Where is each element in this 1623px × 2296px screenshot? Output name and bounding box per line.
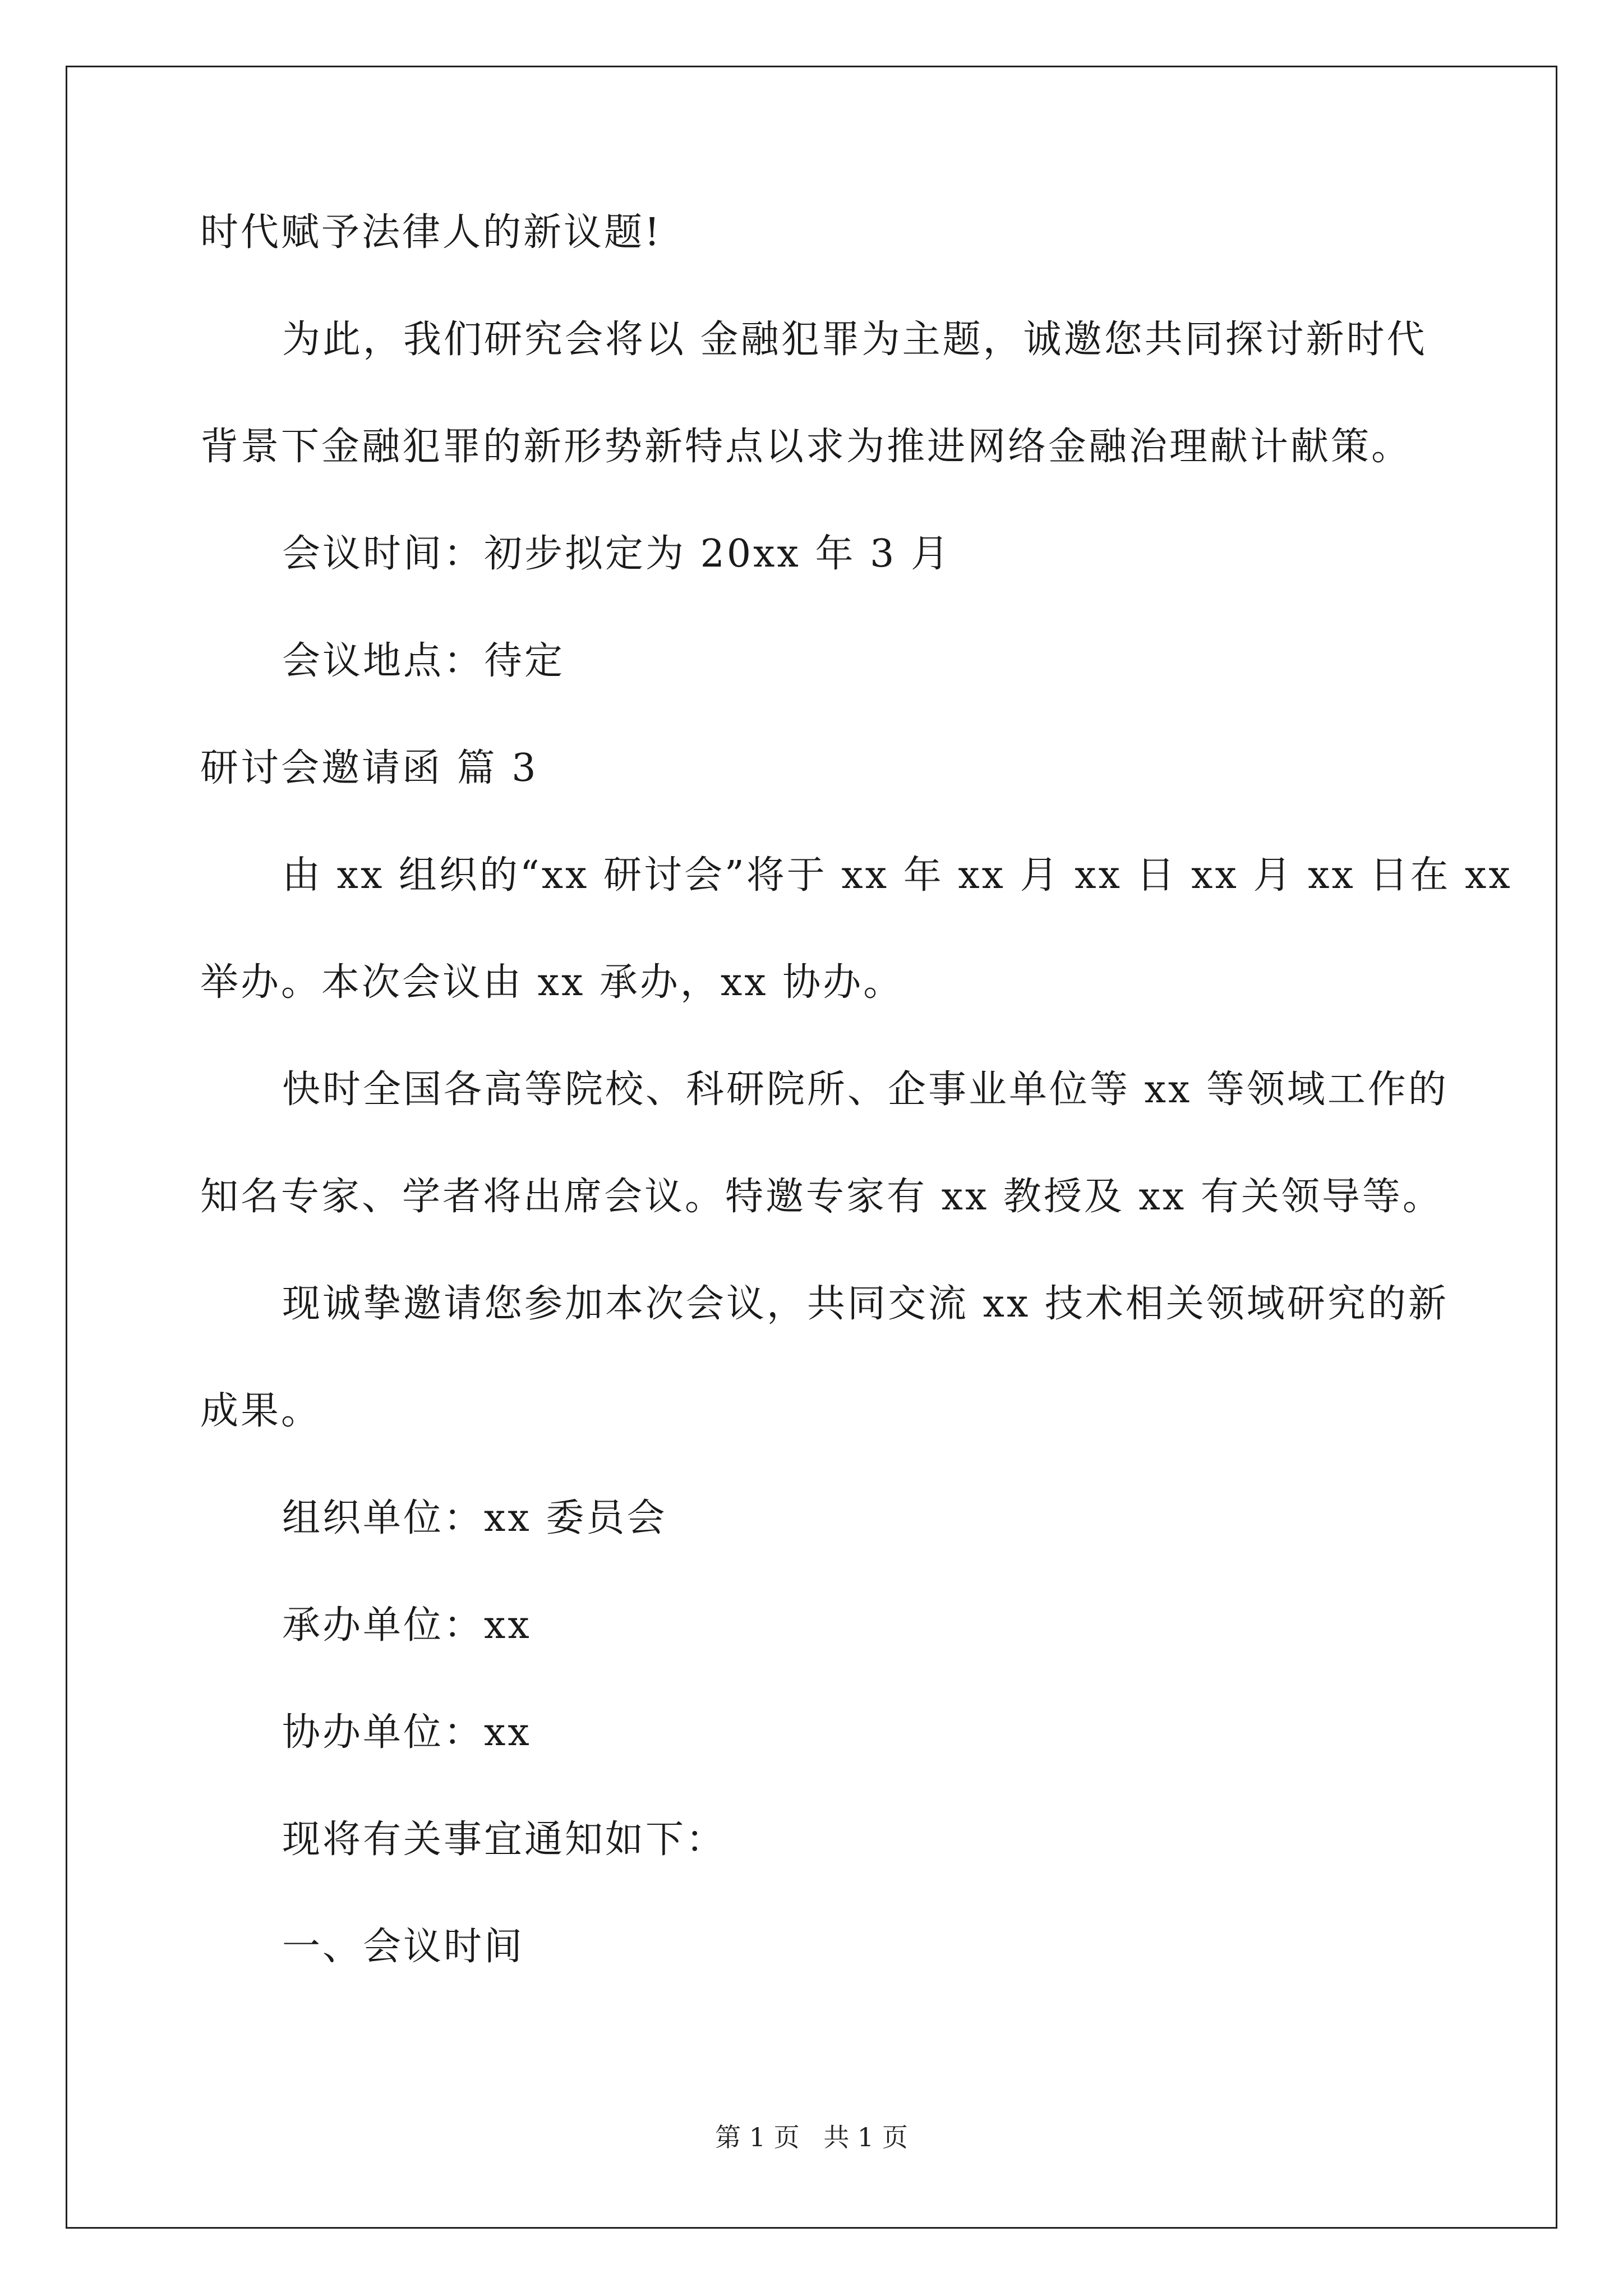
text-line: 协办单位：xx bbox=[282, 1710, 532, 1755]
text-line: 快时全国各高等院校、科研院所、企事业单位等 xx 等领域工作的 bbox=[282, 1068, 1449, 1112]
text-line: 由 xx 组织的“xx 研讨会”将于 xx 年 xx 月 xx 日 xx 月 xx 日在 xx bbox=[282, 853, 1513, 898]
section-heading: 研讨会邀请函 篇 3 bbox=[200, 746, 538, 790]
text-line: 举办。本次会议由 xx 承办，xx 协办。 bbox=[200, 960, 904, 1005]
text-line: 为此，我们研究会将以 金融犯罪为主题，诚邀您共同探讨新时代 bbox=[282, 318, 1427, 362]
text-line: 组织单位：xx 委员会 bbox=[282, 1496, 667, 1540]
page-footer bbox=[0, 2120, 1623, 2154]
text-line: 会议时间：初步拟定为 20xx 年 3 月 bbox=[282, 532, 951, 576]
text-line: 成果。 bbox=[200, 1389, 322, 1433]
text-line: 背景下金融犯罪的新形势新特点以求为推进网络金融治理献计献策。 bbox=[200, 425, 1412, 469]
text-line: 承办单位：xx bbox=[282, 1603, 532, 1648]
text-line: 时代赋予法律人的新议题! bbox=[200, 210, 662, 255]
text-line: 知名专家、学者将出席会议。特邀专家有 xx 教授及 xx 有关领导等。 bbox=[200, 1175, 1443, 1219]
text-line: 一、会议时间 bbox=[282, 1925, 525, 1969]
text-line: 现诚挚邀请您参加本次会议，共同交流 xx 技术相关领域研究的新 bbox=[282, 1282, 1449, 1326]
page-border bbox=[66, 66, 1557, 2229]
page-number: 第 1 页 bbox=[715, 2122, 800, 2152]
page-total: 共 1 页 bbox=[823, 2122, 908, 2152]
text-line: 现将有关事宜通知如下： bbox=[282, 1818, 727, 1862]
text-line: 会议地点：待定 bbox=[282, 639, 565, 683]
